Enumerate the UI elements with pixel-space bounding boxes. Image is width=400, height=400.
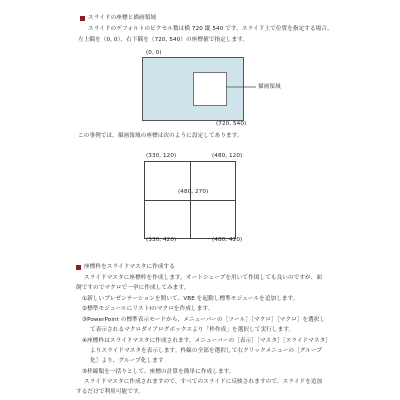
section1-line-2: 左上隅を（0, 0）、右下隅を（720, 540）の座標値で指定します。 [78,37,249,43]
step-4-cont-1: よりスライドマスタを表示します。枠線の全部を選択して右クリックメニューの［グループ [90,348,323,354]
step-4-cont-2: 化］より、グループ化します [90,358,164,364]
coordinate-grid [144,161,236,239]
step-4: ④座標枠はスライドマスタに作成されます。メニューバーの［表示］［マスタ］［スライドマスタ］ [82,338,331,344]
grid-label-top-left: (330, 120) [146,153,177,159]
section2-closing-2: するだけで利用可能です。 [76,389,144,395]
section1-heading: スライドの座標と描画領域 [88,15,157,21]
grid-label-top-right: (480, 120) [212,153,243,159]
section2-heading: 座標枠をスライドマスタに作成する [84,264,175,270]
step-5: ⑤枠線類を一括りとして、座標の計算を簡単に作成します。 [82,369,235,375]
section2-bullet [76,265,81,270]
grid-label-bottom-right: (480, 420) [212,237,243,243]
section2-line-2: 倒ですのでマクロで一挙に作成してみます。 [76,285,190,291]
step-2: ②標準モジュールにリストⅠのマクロを作成します。 [82,306,214,312]
grid-horizontal-line [145,200,235,201]
figure1-callout-label: 描画領域 [258,84,281,90]
section2-closing-1: スライドマスタに作成されますので、すべてのスライドに反映されますので、スライドを追加 [84,379,323,385]
grid-label-bottom-left: (330, 420) [146,237,177,243]
step-3-cont: て表示されるマクロダイアログボックスより「枠作成」を選択して実行します。 [90,327,295,333]
step-1: ①新しいプレゼンテーションを開いて、VBE を起動し標準モジュールを追加します。 [82,296,299,302]
step-3: ③PowerPoint の標準表示モードから、メニューバーの［ツール］［マクロ］［マクロ］を選択し [82,317,326,323]
section1-line-1: スライドのデフォルトのピクセル数は横 720 縦 540 です。スライド上で位置を指定する場合、 [88,26,333,32]
section1-note: この事例では、描画領域の座標は次のように設定してあります。 [78,133,243,139]
section2-line-1: スライドマスタに座標枠を作成します。オートシェープを用いて作図しても良いのですが、面 [84,275,323,281]
grid-label-center: (480, 270) [178,189,209,195]
figure1-corner-label: (720, 540) [216,121,247,127]
figure1-origin-label: (0, 0) [146,50,162,56]
